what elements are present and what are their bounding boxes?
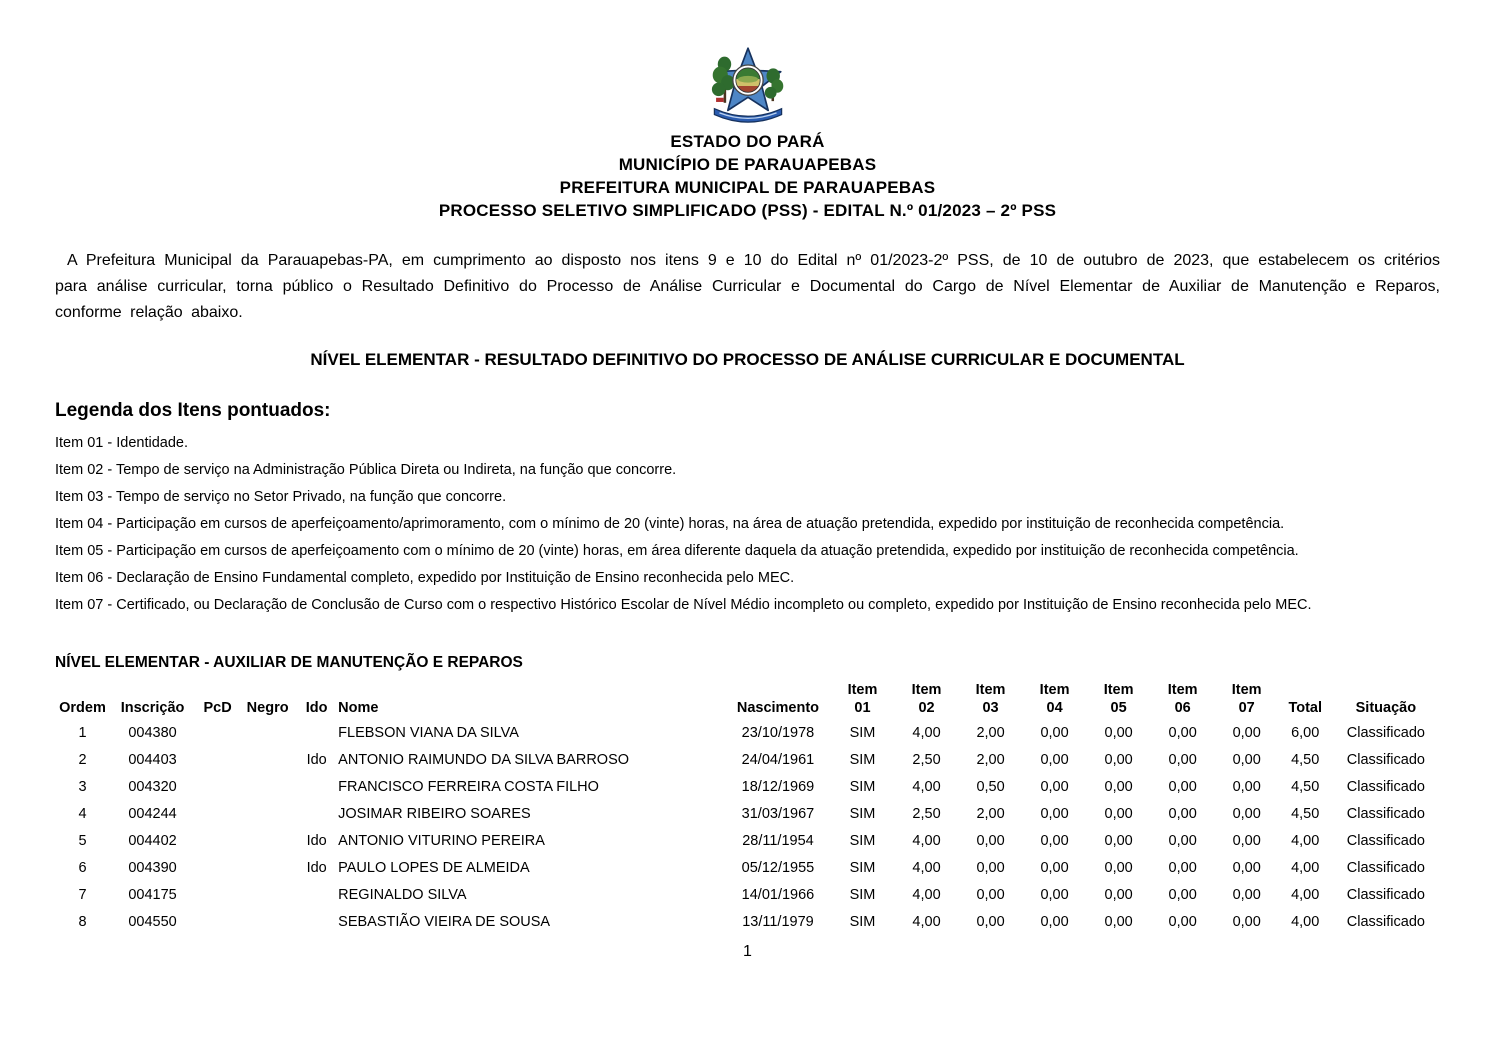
results-table (55, 681, 1440, 935)
cell-item07: 0,00 (1232, 805, 1261, 822)
cell-ordem: 4 (78, 805, 87, 822)
cell-situacao: Classificado (1346, 778, 1425, 795)
cell-item01: SIM (849, 751, 876, 768)
cell-item07: 0,00 (1232, 724, 1261, 741)
column-header-item06: Item 06 (1167, 682, 1198, 716)
legend-item: Item 01 - Identidade. (55, 435, 188, 451)
cell-item01: SIM (849, 913, 876, 930)
cell-item03: 0,00 (976, 913, 1005, 930)
cell-item07: 0,00 (1232, 859, 1261, 876)
column-header-situacao: Situação (1355, 700, 1417, 716)
cell-item03: 0,00 (976, 859, 1005, 876)
column-header-item02: Item 02 (911, 682, 942, 716)
cell-item02: 2,50 (912, 805, 941, 822)
cell-situacao: Classificado (1346, 859, 1425, 876)
cell-ido (295, 773, 338, 800)
cell-inscricao: 004550 (128, 913, 177, 930)
cell-pcd (195, 881, 240, 908)
cell-item02: 4,00 (912, 886, 941, 903)
table-row (55, 908, 1440, 935)
legend-title: Legenda dos Itens pontuados: (55, 400, 331, 421)
header-state-line: ESTADO DO PARÁ (670, 132, 825, 151)
cell-situacao: Classificado (1346, 832, 1425, 849)
cell-nascimento: 14/01/1966 (741, 886, 815, 903)
cell-item02: 4,00 (912, 859, 941, 876)
cell-item04: 0,00 (1040, 832, 1069, 849)
cell-nascimento: 13/11/1979 (742, 913, 814, 930)
table-row (55, 746, 1440, 773)
cell-total: 4,50 (1291, 751, 1320, 768)
cell-negro (240, 854, 295, 881)
cell-situacao: Classificado (1346, 886, 1425, 903)
cell-ido (295, 800, 338, 827)
cell-inscricao: 004380 (128, 724, 177, 741)
column-header-pcd: PcD (203, 700, 232, 716)
header-prefecture-line: PREFEITURA MUNICIPAL DE PARAUAPEBAS (559, 178, 936, 197)
cell-total: 4,00 (1291, 913, 1320, 930)
cell-item03: 0,00 (976, 886, 1005, 903)
column-header-negro: Negro (246, 700, 289, 716)
cell-nascimento: 28/11/1954 (742, 832, 814, 849)
cell-negro (240, 719, 295, 746)
cell-nascimento: 18/12/1969 (741, 778, 815, 795)
cell-nome: FRANCISCO FERREIRA COSTA FILHO (338, 778, 599, 795)
cell-item04: 0,00 (1040, 724, 1069, 741)
cell-item06: 0,00 (1168, 832, 1197, 849)
cell-situacao: Classificado (1346, 724, 1425, 741)
cell-item04: 0,00 (1040, 778, 1069, 795)
cell-item02: 2,50 (912, 751, 941, 768)
cell-nascimento: 23/10/1978 (741, 724, 815, 741)
table-row (55, 719, 1440, 746)
column-header-inscricao: Inscrição (120, 700, 185, 716)
cell-item07: 0,00 (1232, 886, 1261, 903)
cell-ido: Ido (306, 859, 327, 876)
cell-item05: 0,00 (1104, 778, 1133, 795)
legend-item: Item 02 - Tempo de serviço na Administração Pública Direta ou Indireta, na função que concorre. (55, 462, 677, 478)
cell-nome: ANTONIO RAIMUNDO DA SILVA BARROSO (338, 751, 630, 768)
column-header-item03: Item 03 (975, 682, 1006, 716)
cell-total: 4,00 (1291, 859, 1320, 876)
cell-inscricao: 004320 (128, 778, 177, 795)
cell-pcd (195, 800, 240, 827)
cell-item06: 0,00 (1168, 859, 1197, 876)
cell-nascimento: 24/04/1961 (741, 751, 815, 768)
cell-item06: 0,00 (1168, 805, 1197, 822)
cell-pcd (195, 746, 240, 773)
cell-item07: 0,00 (1232, 832, 1261, 849)
cell-item03: 2,00 (976, 724, 1005, 741)
cell-nome: ANTONIO VITURINO PEREIRA (338, 832, 545, 849)
cell-item06: 0,00 (1168, 751, 1197, 768)
cell-item02: 4,00 (912, 913, 941, 930)
cell-item03: 0,00 (976, 832, 1005, 849)
cell-item04: 0,00 (1040, 859, 1069, 876)
table-row (55, 827, 1440, 854)
cell-ido (295, 908, 338, 935)
cell-negro (240, 881, 295, 908)
cell-item06: 0,00 (1168, 886, 1197, 903)
cell-item03: 2,00 (976, 805, 1005, 822)
cell-ordem: 6 (78, 859, 87, 876)
cell-item03: 0,50 (976, 778, 1005, 795)
cell-pcd (195, 719, 240, 746)
cell-item01: SIM (849, 886, 876, 903)
cell-pcd (195, 908, 240, 935)
cell-nascimento: 05/12/1955 (741, 859, 815, 876)
header-edital-line: PROCESSO SELETIVO SIMPLIFICADO (PSS) - EDITAL N.º 01/2023 – 2º PSS (438, 201, 1057, 220)
cell-item02: 4,00 (912, 778, 941, 795)
column-header-nome: Nome (338, 700, 379, 716)
cell-item04: 0,00 (1040, 913, 1069, 930)
cell-ordem: 8 (78, 913, 87, 930)
legend-list (55, 430, 1440, 619)
cell-negro (240, 827, 295, 854)
cell-ido: Ido (306, 751, 327, 768)
table-row (55, 881, 1440, 908)
cell-ordem: 2 (78, 751, 87, 768)
cell-total: 4,00 (1291, 832, 1320, 849)
cell-item07: 0,00 (1232, 913, 1261, 930)
legend-item: Item 03 - Tempo de serviço no Setor Privado, na função que concorre. (55, 489, 507, 505)
column-header-ido: Ido (305, 700, 328, 716)
results-table-title: NÍVEL ELEMENTAR - AUXILIAR DE MANUTENÇÃO E REPAROS (55, 654, 523, 671)
column-header-total: Total (1288, 700, 1322, 716)
cell-item01: SIM (849, 832, 876, 849)
cell-pcd (195, 773, 240, 800)
header-municipality-line: MUNICÍPIO DE PARAUAPEBAS (618, 155, 877, 174)
cell-ordem: 7 (78, 886, 87, 903)
cell-ordem: 5 (78, 832, 87, 849)
cell-ido: Ido (306, 832, 327, 849)
cell-item07: 0,00 (1232, 778, 1261, 795)
cell-inscricao: 004390 (128, 859, 177, 876)
cell-total: 4,50 (1291, 778, 1320, 795)
cell-item05: 0,00 (1104, 913, 1133, 930)
cell-nome: REGINALDO SILVA (338, 886, 467, 903)
cell-pcd (195, 827, 240, 854)
cell-nome: FLEBSON VIANA DA SILVA (338, 724, 519, 741)
section-title: NÍVEL ELEMENTAR - RESULTADO DEFINITIVO DO PROCESSO DE ANÁLISE CURRICULAR E DOCUMENTAL (310, 350, 1185, 369)
column-header-item04: Item 04 (1039, 682, 1070, 716)
cell-total: 4,00 (1291, 886, 1320, 903)
cell-item01: SIM (849, 778, 876, 795)
cell-item02: 4,00 (912, 724, 941, 741)
cell-ordem: 1 (78, 724, 87, 741)
results-table-body (55, 719, 1440, 935)
cell-total: 6,00 (1291, 724, 1320, 741)
page-number: 1 (743, 943, 752, 960)
intro-paragraph: A Prefeitura Municipal da Parauapebas-PA, em cumprimento ao disposto nos itens 9 e 10 do Edital nº 01/2023-2º PSS, de 10 de outubro de 2023, que estabelecem os critérios para análise curricular, torna público o Resultado Definitivo do Processo de Análise Curricular e Documental do Cargo de Nível Elementar de Auxiliar de Manutenção e Reparos, conforme relação abaixo. (55, 252, 1440, 321)
cell-ido (295, 719, 338, 746)
parauapebas-coat-of-arms-icon (706, 44, 790, 128)
cell-item06: 0,00 (1168, 778, 1197, 795)
table-row (55, 854, 1440, 881)
cell-item06: 0,00 (1168, 913, 1197, 930)
cell-item02: 4,00 (912, 832, 941, 849)
cell-item05: 0,00 (1104, 859, 1133, 876)
cell-nome: SEBASTIÃO VIEIRA DE SOUSA (338, 913, 551, 930)
cell-item04: 0,00 (1040, 886, 1069, 903)
cell-item05: 0,00 (1104, 724, 1133, 741)
cell-situacao: Classificado (1346, 805, 1425, 822)
legend-item: Item 07 - Certificado, ou Declaração de Conclusão de Curso com o respectivo Histórico Escolar de Nível Médio incompleto ou completo, expedido por Instituição de Ensino reconhecida pelo MEC. (55, 597, 1312, 613)
results-header-row (55, 681, 1440, 719)
cell-nascimento: 31/03/1967 (741, 805, 815, 822)
cell-negro (240, 746, 295, 773)
coat-of-arms-svg (706, 44, 790, 128)
cell-negro (240, 908, 295, 935)
cell-item04: 0,00 (1040, 751, 1069, 768)
cell-item04: 0,00 (1040, 805, 1069, 822)
cell-nome: PAULO LOPES DE ALMEIDA (338, 859, 530, 876)
legend-item: Item 05 - Participação em cursos de aperfeiçoamento com o mínimo de 20 (vinte) horas, em área diferente daquela da atuação pretendida, expedido por instituição de reconhecida competência. (55, 543, 1299, 559)
cell-item06: 0,00 (1168, 724, 1197, 741)
cell-nome: JOSIMAR RIBEIRO SOARES (338, 805, 531, 822)
cell-situacao: Classificado (1346, 751, 1425, 768)
results-table-header (55, 681, 1440, 719)
cell-item01: SIM (849, 859, 876, 876)
column-header-ordem: Ordem (59, 700, 106, 716)
table-row (55, 773, 1440, 800)
column-header-item01: Item 01 (847, 682, 878, 716)
legend-item: Item 06 - Declaração de Ensino Fundamental completo, expedido por Instituição de Ensino reconhecida pelo MEC. (55, 570, 795, 586)
legend-item: Item 04 - Participação em cursos de aperfeiçoamento/aprimoramento, com o mínimo de 20 (vinte) horas, na área de atuação pretendida, expedido por instituição de reconhecida competência. (55, 516, 1285, 532)
cell-inscricao: 004402 (128, 832, 177, 849)
column-header-item05: Item 05 (1103, 682, 1134, 716)
cell-item01: SIM (849, 724, 876, 741)
cell-ordem: 3 (78, 778, 87, 795)
cell-inscricao: 004244 (128, 805, 177, 822)
cell-item05: 0,00 (1104, 751, 1133, 768)
cell-item01: SIM (849, 805, 876, 822)
cell-item07: 0,00 (1232, 751, 1261, 768)
cell-situacao: Classificado (1346, 913, 1425, 930)
cell-ido (295, 881, 338, 908)
cell-item05: 0,00 (1104, 805, 1133, 822)
column-header-item07: Item 07 (1231, 682, 1262, 716)
table-row (55, 800, 1440, 827)
cell-item05: 0,00 (1104, 886, 1133, 903)
cell-item05: 0,00 (1104, 832, 1133, 849)
cell-pcd (195, 854, 240, 881)
cell-total: 4,50 (1291, 805, 1320, 822)
column-header-nascimento: Nascimento (736, 700, 820, 716)
cell-negro (240, 773, 295, 800)
cell-inscricao: 004403 (128, 751, 177, 768)
cell-negro (240, 800, 295, 827)
cell-inscricao: 004175 (128, 886, 177, 903)
cell-item03: 2,00 (976, 751, 1005, 768)
